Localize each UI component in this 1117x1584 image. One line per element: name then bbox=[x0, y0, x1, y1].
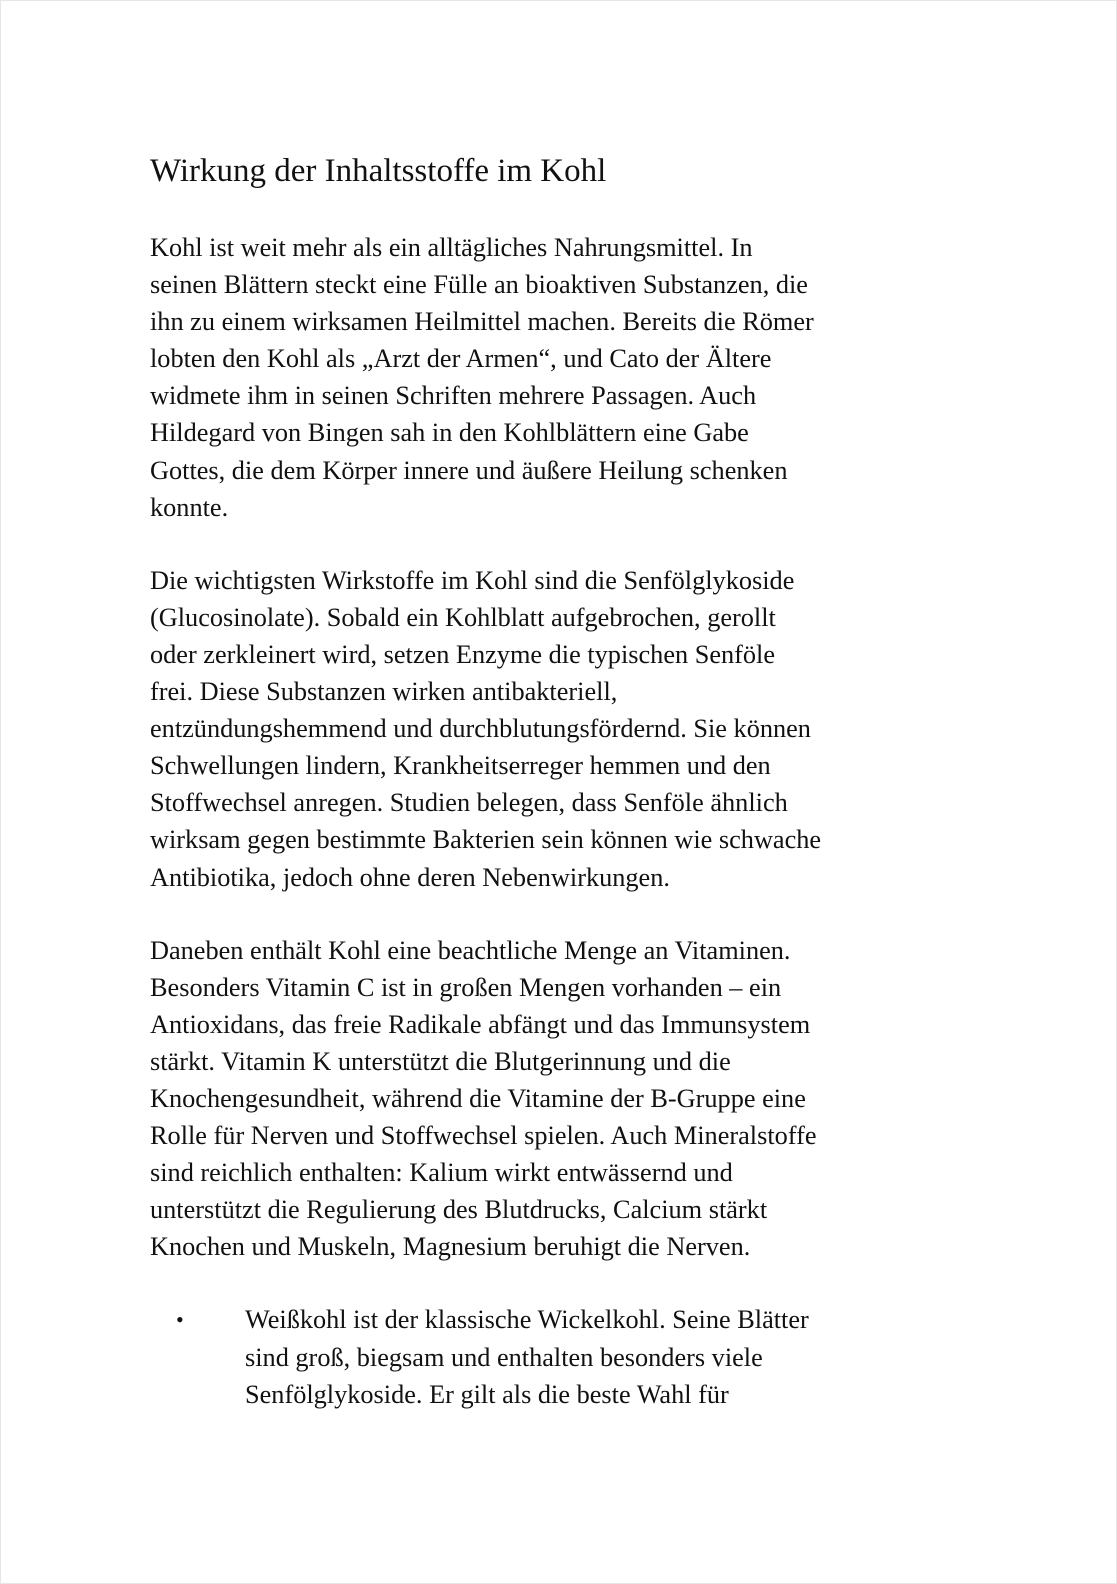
text-line: Weißkohl ist der klassische Wickelkohl. Seine Blätter bbox=[245, 1305, 809, 1335]
text-line: Rolle für Nerven und Stoffwechsel spielen. Auch Mineralstoffe bbox=[150, 1121, 817, 1151]
text-line: Gottes, die dem Körper innere und äußere Heilung schenken bbox=[150, 455, 788, 485]
text-line: Daneben enthält Kohl eine beachtliche Menge an Vitaminen. bbox=[150, 935, 791, 965]
paragraph-1 bbox=[150, 229, 980, 526]
text-line: Besonders Vitamin C ist in großen Mengen vorhanden – ein bbox=[150, 972, 782, 1002]
document-content bbox=[150, 151, 980, 1413]
text-line: sind groß, biegsam und enthalten besonders viele bbox=[245, 1342, 763, 1372]
list-item bbox=[150, 1301, 980, 1412]
text-line: Antibiotika, jedoch ohne deren Nebenwirkungen. bbox=[150, 862, 670, 892]
text-line: Senfölglykoside. Er gilt als die beste Wahl für bbox=[245, 1379, 729, 1409]
text-line: Antioxidans, das freie Radikale abfängt und das Immunsystem bbox=[150, 1009, 811, 1039]
text-line: lobten den Kohl als „Arzt der Armen“, und Cato der Ältere bbox=[150, 344, 772, 374]
text-line: unterstützt die Regulierung des Blutdrucks, Calcium stärkt bbox=[150, 1195, 768, 1225]
text-line: Stoffwechsel anregen. Studien belegen, dass Senföle ähnlich bbox=[150, 788, 788, 818]
text-line: Schwellungen lindern, Krankheitserreger hemmen und den bbox=[150, 751, 771, 781]
text-line: frei. Diese Substanzen wirken antibakteriell, bbox=[150, 677, 618, 707]
text-line: entzündungshemmend und durchblutungsfördernd. Sie können bbox=[150, 714, 811, 744]
text-line: Hildegard von Bingen sah in den Kohlblättern eine Gabe bbox=[150, 418, 749, 448]
paragraph-3 bbox=[150, 932, 980, 1266]
text-line: wirksam gegen bestimmte Bakterien sein können wie schwache bbox=[150, 825, 822, 855]
text-line: (Glucosinolate). Sobald ein Kohlblatt aufgebrochen, gerollt bbox=[150, 602, 776, 632]
text-line: konnte. bbox=[150, 492, 229, 522]
text-line: oder zerkleinert wird, setzen Enzyme die typischen Senföle bbox=[150, 639, 776, 669]
paragraph-2 bbox=[150, 562, 980, 896]
text-line: sind reichlich enthalten: Kalium wirkt entwässernd und bbox=[150, 1158, 733, 1188]
text-line: ihn zu einem wirksamen Heilmittel machen. Bereits die Römer bbox=[150, 307, 814, 337]
text-line: seinen Blättern steckt eine Fülle an bioaktiven Substanzen, die bbox=[150, 270, 808, 300]
bullet-list bbox=[150, 1301, 980, 1412]
text-line: Kohl ist weit mehr als ein alltägliches Nahrungsmittel. In bbox=[150, 233, 753, 262]
text-line: Knochen und Muskeln, Magnesium beruhigt die Nerven. bbox=[150, 1232, 751, 1262]
list-item-text bbox=[245, 1301, 980, 1412]
text-line: stärkt. Vitamin K unterstützt die Blutgerinnung und die bbox=[150, 1046, 731, 1076]
text-line: Knochengesundheit, während die Vitamine der B-Gruppe eine bbox=[150, 1083, 806, 1113]
page-title: Wirkung der Inhaltsstoffe im Kohl bbox=[150, 153, 607, 189]
bullet-icon: • bbox=[176, 1307, 184, 1333]
text-line: widmete ihm in seinen Schriften mehrere Passagen. Auch bbox=[150, 381, 757, 411]
text-line: Die wichtigsten Wirkstoffe im Kohl sind die Senfölglykoside bbox=[150, 565, 795, 595]
